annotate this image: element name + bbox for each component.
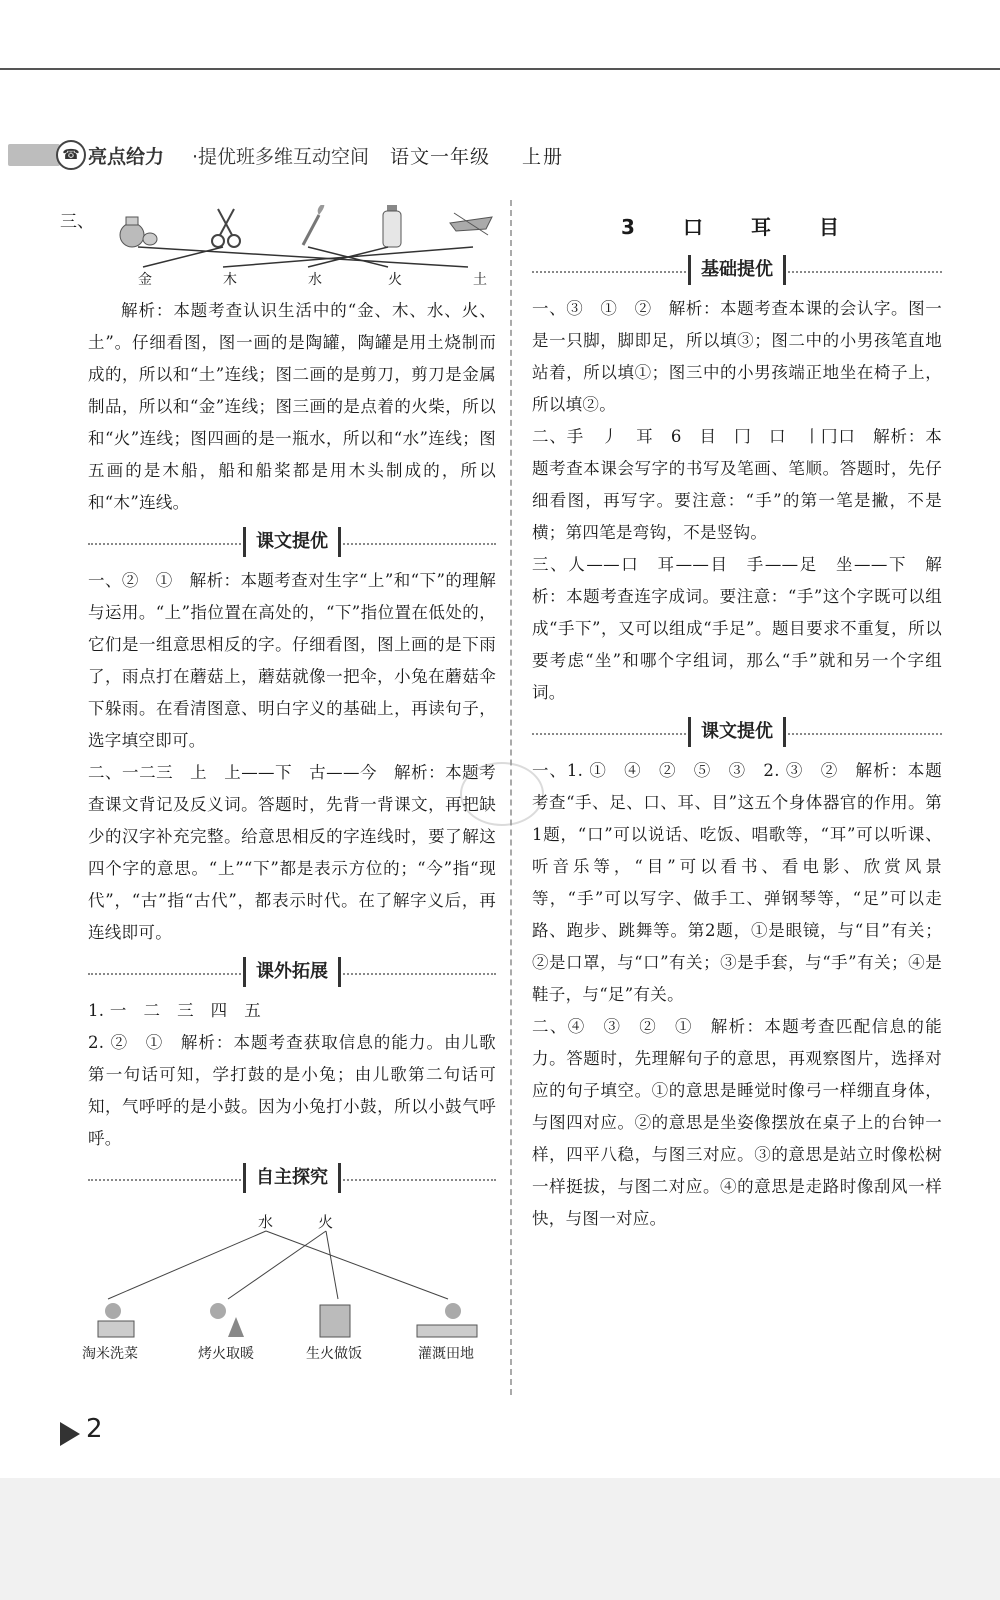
- kewai-q1: 1. 一 二 三 四 五: [88, 1001, 262, 1020]
- section-kewen: [88, 525, 496, 563]
- header-subtitle: ·提优班多维互动空间: [192, 146, 370, 168]
- water-bottle-icon: [373, 205, 413, 249]
- section-kewai: [88, 955, 496, 993]
- kewen-q2: 二、一二三 上 上——下 古——今 解析：本题考查课文背记及反义词。答题时，先背一背课文，再把缺少的汉字补充完整。给意思相反的字连线时，要了解这四个字的意思。“上”“下”都是表示方位的；“今”指“现代”，“古”指“古代”，都表示时代。在了解字义后，再连线即可。: [88, 763, 496, 942]
- header-subject: 语文一年级: [390, 146, 491, 168]
- section-kewen-right: [532, 715, 942, 753]
- jichu-q3: 三、人——口 耳——目 手——足 坐——下 解析：本题考查连字成词。要注意：“手”这个字既可以组成“手下”，又可以组成“手足”。题目要求不重复，所以要考虑“坐”和哪个字组词，那么“手”就和另一个字组词。: [532, 555, 942, 702]
- left-column: [60, 205, 496, 1371]
- question-number: 三、: [60, 212, 94, 232]
- page-arrow-icon: [60, 1422, 80, 1446]
- right-column: [532, 205, 942, 1235]
- header-bar: [8, 144, 60, 166]
- explore-illustration: [82, 1201, 496, 1371]
- element-water: 水: [308, 272, 322, 288]
- kewen-right-q1: 一、1. ① ④ ② ⑤ ③ 2. ③ ② 解析：本题考查“手、足、口、耳、目”这五个身体器官的作用。第1题，“口”可以说话、吃饭、唱歌等，“耳”可以听课、听音乐等，“目”可以看书、看电影、欣赏风景等，“手”可以写字、做手工、弹钢琴等，“足”可以走路、跑步、跳舞等。第2题，①是眼镜，与“目”有关；②是口罩，与“口”有关；③是手套，与“手”有关；④是鞋子，与“足”有关。: [532, 761, 942, 1004]
- section-zizhu: [88, 1161, 496, 1199]
- label-wash: 淘米洗菜: [82, 1346, 138, 1362]
- kewen-right-q2: 二、④ ③ ② ① 解析：本题考查匹配信息的能力。答题时，先理解句子的意思，再观察图片，选择对应的句子填空。①的意思是睡觉时像弓一样绷直身体，与图四对应。②的意思是坐姿像摆放在桌子上的台钟一样，四平八稳，与图三对应。③的意思是站立时像松树一样挺拔，与图二对应。④的意思是走路时像刮风一样快，与图一对应。: [532, 1017, 942, 1228]
- section-title: 自主探究: [243, 1163, 341, 1193]
- top-rule: [0, 68, 1000, 70]
- element-wood: 木: [223, 272, 237, 288]
- match-icon: [293, 205, 333, 249]
- cooking-icon: [308, 1301, 368, 1341]
- matching-lines: [118, 245, 498, 269]
- section-title: 课外拓展: [243, 957, 341, 987]
- jichu-q1: 一、③ ① ② 解析：本题考查本课的会认字。图一是一只脚，脚即足，所以填③；图二中的小男孩笔直地站着，所以填①；图三中的小男孩端正地坐在椅子上，所以填②。: [532, 299, 942, 414]
- page-number: 2: [86, 1414, 103, 1444]
- element-earth: 土: [473, 272, 487, 288]
- element-labels: [118, 269, 498, 293]
- explore-lines: [88, 1229, 496, 1309]
- irrigation-icon: [413, 1301, 483, 1341]
- header-volume: 上册: [522, 146, 565, 168]
- brand-logo-icon: ☎: [56, 140, 86, 170]
- bottom-margin: [0, 1478, 1000, 1600]
- section-title: 课文提优: [243, 527, 341, 557]
- washing-rice-icon: [88, 1301, 148, 1341]
- kewen-q1: 一、② ① 解析：本题考查对生字“上”和“下”的理解与运用。“上”指位置在高处的，“下”指位置在低处的，它们是一组意思相反的字。仔细看图，图上画的是下雨了，雨点打在蘑菇上，蘑菇就像一把伞，小兔在蘑菇伞下躲雨。在看清图意、明白字义的基础上，再读句子，选字填空即可。: [88, 571, 496, 750]
- label-irrigate: 灌溉田地: [418, 1346, 474, 1362]
- element-fire: 火: [388, 272, 402, 288]
- element-gold: 金: [138, 272, 152, 288]
- label-warm: 烤火取暖: [198, 1346, 254, 1362]
- section-jichu: [532, 253, 942, 291]
- pottery-jar-icon: [118, 205, 158, 249]
- lesson-title: 3 口 耳 目: [621, 215, 853, 239]
- page-header: [0, 136, 1000, 176]
- header-brand: 亮点给力: [88, 146, 165, 168]
- label-cook: 生火做饭: [306, 1346, 362, 1362]
- word-water: 水: [258, 1213, 274, 1231]
- campfire-icon: [198, 1301, 258, 1341]
- section-title: 基础提优: [688, 255, 786, 285]
- kewai-q2: 2. ② ① 解析：本题考查获取信息的能力。由儿歌第一句话可知，学打鼓的是小兔；由儿歌第二句话可知，气呼呼的是小鼓。因为小兔打小鼓，所以小鼓气呼呼。: [88, 1033, 496, 1148]
- word-fire: 火: [318, 1213, 334, 1231]
- elements-matching-figure: [60, 205, 496, 295]
- scissors-icon: [206, 205, 246, 249]
- q3-analysis: 解析：本题考查认识生活中的“金、木、水、火、土”。仔细看图，图一画的是陶罐，陶罐是用土烧制而成的，所以和“土”连线；图二画的是剪刀，剪刀是金属制品，所以和“金”连线；图三画的是点着的火柴，所以和“火”连线；图四画的是一瓶水，所以和“水”连线；图五画的是木船，船和船桨都是用木头制成的，所以和“木”连线。: [88, 301, 496, 512]
- wooden-boat-icon: [448, 205, 494, 249]
- jichu-q2: 二、手 丿 耳 6 目 冂 口 丨冂口 解析：本题考查本课会写字的书写及笔画、笔顺。答题时，先仔细看图，再写字。要注意：“手”的第一笔是撇，不是横；第四笔是弯钩，不是竖钩。: [532, 427, 942, 542]
- section-title: 课文提优: [688, 717, 786, 747]
